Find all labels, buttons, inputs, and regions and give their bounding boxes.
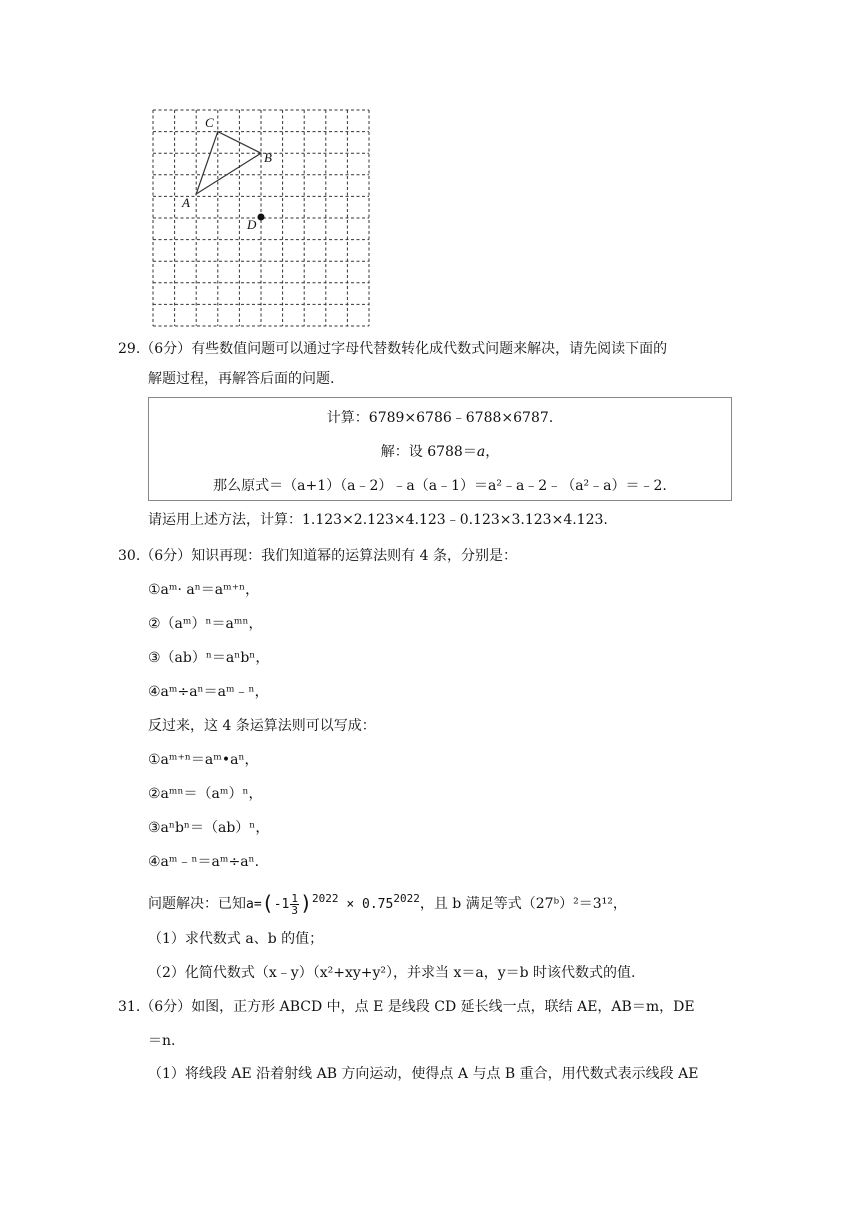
q30-points: （6分） <box>140 548 192 564</box>
box-line-2-b: ， <box>485 444 500 460</box>
q29-intro-2: 解题过程，再解答后面的问题. <box>148 371 335 387</box>
grid-figure <box>150 106 374 328</box>
q30-reverse-rule-3: ③aⁿbⁿ＝（ab）ⁿ， <box>148 820 270 836</box>
formula-exp-1: 2022 <box>312 892 339 905</box>
box-line-2 <box>149 442 731 462</box>
formula-base-2: 0.75 <box>362 897 394 912</box>
q31-number: 31. <box>118 999 141 1015</box>
q29-points: （6分） <box>140 341 192 357</box>
q29-task: 请运用上述方法，计算：1.123×2.123×4.123﹣0.123×3.123×4.123. <box>148 512 608 528</box>
q30-problem-prefix: 问题解决：已知 <box>148 896 246 912</box>
q30-reverse-rule-2: ②aᵐⁿ＝（aᵐ）ⁿ， <box>148 786 263 802</box>
q31-line2: ＝n. <box>148 1033 176 1049</box>
q31-points: （6分） <box>140 999 192 1015</box>
q30-reverse-intro: 反过来，这 4 条运算法则可以写成： <box>148 718 376 734</box>
point-d <box>258 214 265 221</box>
q29-example-box <box>148 397 732 501</box>
formula-whole: -1 <box>273 897 290 912</box>
triangle-abc <box>196 132 261 194</box>
q31-line1 <box>118 997 695 1017</box>
q30-rule-3: ③（ab）ⁿ＝aⁿbⁿ， <box>148 650 270 666</box>
box-line-2-var: a <box>476 444 486 460</box>
q30-reverse-rule-4: ④aᵐ﹣ⁿ＝aᵐ÷aⁿ. <box>148 854 260 870</box>
q30-rule-4: ④aᵐ÷aⁿ＝aᵐ﹣ⁿ， <box>148 684 269 700</box>
formula-numerator: 1 <box>291 892 298 905</box>
label-b: B <box>264 150 272 165</box>
q30-reverse-rule-1: ①aᵐ⁺ⁿ＝aᵐ•aⁿ， <box>148 752 259 768</box>
label-d: D <box>247 217 257 232</box>
q29-number: 29. <box>118 341 141 357</box>
q30-number: 30. <box>118 548 141 564</box>
box-line-2-a: 解：设 6788＝ <box>380 444 477 460</box>
label-a: A <box>182 195 190 210</box>
q30-sub-2: （2）化简代数式（x﹣y）（x²+xy+y²），并求当 x＝a，y＝b 时该代数式的值. <box>148 965 636 981</box>
formula-a: a= <box>246 897 262 912</box>
q30-problem <box>148 889 627 919</box>
q30-rule-1: ①aᵐ· aⁿ＝aᵐ⁺ⁿ， <box>148 582 260 598</box>
q31-text-1: 如图，正方形 ABCD 中，点 E 是线段 CD 延长线一点，联结 AE，AB＝m，DE <box>191 999 695 1015</box>
formula: a=(-1 $\frac{1}{3}$ )$^{2022} \times 0.75^{2022}$ <box>246 891 420 917</box>
formula-exp-2: 2022 <box>393 892 420 905</box>
box-line-3: 那么原式＝（a+1）（a﹣2）﹣a（a﹣1）＝a²﹣a﹣2﹣（a²﹣a）＝﹣2. <box>213 478 667 494</box>
q30-line1 <box>118 546 517 566</box>
q29-line1 <box>118 339 667 359</box>
q30-intro: 知识再现：我们知道幂的运算法则有 4 条，分别是： <box>191 548 517 564</box>
formula-times: × <box>346 897 355 912</box>
q29-intro-1: 有些数值问题可以通过字母代替数转化成代数式问题来解决，请先阅读下面的 <box>191 341 668 357</box>
formula-fraction <box>290 893 299 916</box>
q30-problem-suffix: ，且 b 满足等式（27ᵇ）²＝3¹²， <box>419 896 627 912</box>
label-c: C <box>205 115 214 130</box>
formula-denominator: 3 <box>291 904 298 917</box>
box-line-1: 计算：6789×6786﹣6788×6787. <box>326 410 554 426</box>
q30-sub-1: （1）求代数式 a、b 的值； <box>148 931 324 947</box>
q31-line3: （1）将线段 AE 沿着射线 AB 方向运动，使得点 A 与点 B 重合，用代数式表示线段 AE <box>148 1066 699 1082</box>
q30-rule-2: ②（aᵐ）ⁿ＝aᵐⁿ， <box>148 616 263 632</box>
